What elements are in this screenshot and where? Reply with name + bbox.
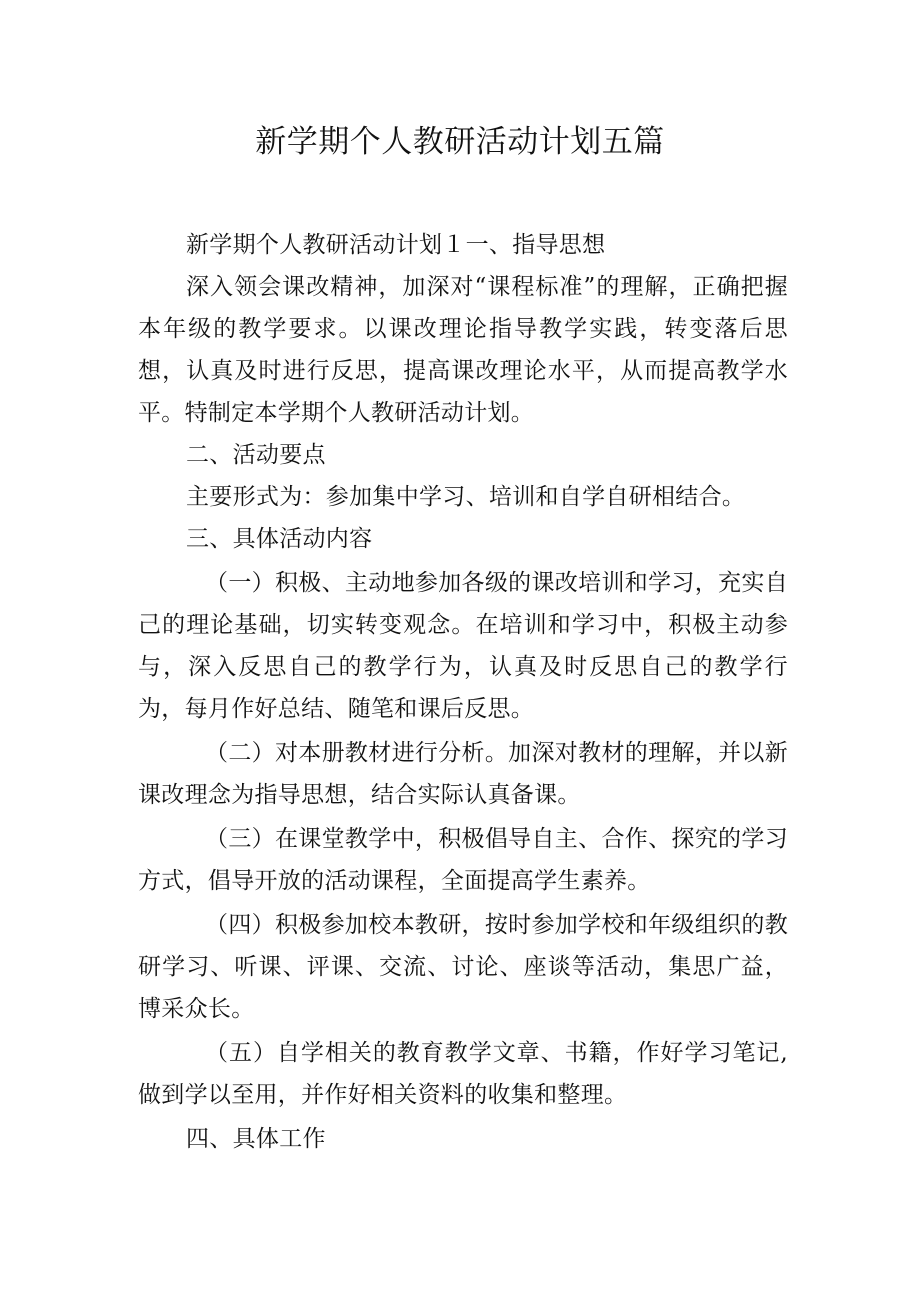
section-heading-activity-points: 二、活动要点 [186, 442, 326, 468]
document-title: 新学期个人教研活动计划五篇 [255, 124, 665, 160]
document-body [138, 224, 788, 1160]
paragraph-item-1: （一）积极、主动地参加各级的课改培训和学习，充实自己的理论基础，切实转变观念。在培训和学习中，积极主动参与，深入反思自己的教学行为，认真及时反思自己的教学行为，每月作好总结、随笔和课后反思。 [138, 570, 788, 722]
paragraph-intro-heading: 新学期个人教研活动计划１一、指导思想 [186, 232, 606, 258]
section-heading-specific-work: 四、具体工作 [186, 1126, 326, 1152]
paragraph-item-5: （五）自学相关的教育教学文章、书籍，作好学习笔记,做到学以至用，并作好相关资料的收集和整理。 [138, 1040, 788, 1108]
paragraph-item-3: （三）在课堂教学中，积极倡导自主、合作、探究的学习方式，倡导开放的活动课程，全面提高学生素养。 [138, 826, 788, 894]
section-heading-activity-content: 三、具体活动内容 [186, 526, 373, 552]
paragraph-main-form: 主要形式为：参加集中学习、培训和自学自研相结合。 [186, 484, 746, 510]
paragraph-item-4: （四）积极参加校本教研，按时参加学校和年级组织的教研学习、听课、评课、交流、讨论、座谈等活动，集思广益，博采众长。 [138, 912, 788, 1022]
paragraph-item-2: （二）对本册教材进行分析。加深对教材的理解，并以新课改理念为指导思想，结合实际认真备课。 [138, 740, 788, 808]
paragraph-guiding-thought: 深入领会课改精神，加深对“课程标准”的理解，正确把握本年级的教学要求。以课改理论指导教学实践，转变落后思想，认真及时进行反思，提高课改理论水平，从而提高教学水平。特制定本学期个人教研活动计划。 [138, 274, 788, 426]
